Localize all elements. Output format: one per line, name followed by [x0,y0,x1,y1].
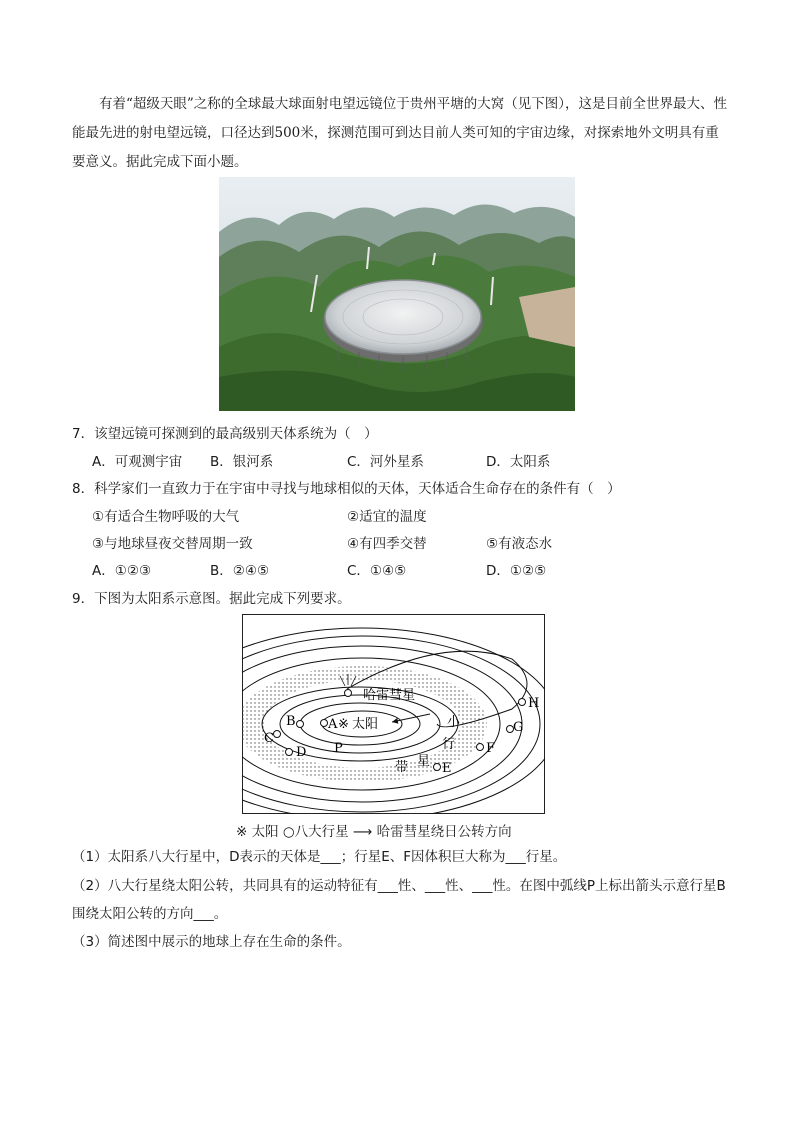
legend-sun: ※ 太阳 [236,824,279,840]
label-c: C [264,731,274,746]
q9-sub2: （2）八大行星绕太阳公转，共同具有的运动特征有___性、___性、___性。在图中弧线P上标出箭头示意行星B围绕太阳公转的方向___。 [72,878,726,922]
belt-char-2: 行 [442,737,456,752]
q7-stem: 7．该望远镜可探测到的最高级别天体系统为（ ） [72,426,378,442]
telescope-photo [219,177,575,411]
legend-planet: ○八大行星 [282,824,349,840]
belt-char-1: 小 [447,715,461,730]
intro-paragraph [72,90,732,177]
q7-option-c: C．河外星系 [347,454,424,470]
q8-stem: 8．科学家们一直致力于在宇宙中寻找与地球相似的天体，天体适合生命存在的条件有（ ） [72,481,621,497]
q8-option-b: B．②④⑤ [210,563,270,579]
legend-arrow-icon: ⟶ [352,824,373,840]
solar-system-figure [242,614,545,814]
label-a: A [328,717,338,732]
belt-char-3: 带 [395,760,409,775]
q9-stem: 9．下图为太阳系示意图。据此完成下列要求。 [72,591,351,607]
q8-option-d: D．①②⑤ [486,563,547,579]
label-d: D [296,745,307,760]
label-h: H [528,696,540,711]
q8-condition-2: ②适宜的温度 [347,509,427,525]
q8-condition-5: ⑤有液态水 [486,536,553,552]
q9-sub3: （3）简述图中展示的地球上存在生命的条件。 [72,934,351,950]
q8-condition-3: ③与地球昼夜交替周期一致 [92,536,253,552]
legend-comet: 哈雷彗星绕日公转方向 [376,824,512,840]
sun-icon: ※ [338,717,349,732]
label-sun: 太阳 [352,717,379,732]
label-e: E [442,761,452,776]
label-comet: 哈雷彗星 [363,688,416,703]
q7-option-b: B．银河系 [210,454,274,470]
belt-char-4: 星 [417,754,431,769]
q9-sub1: （1）太阳系八大行星中，D表示的天体是___；行星E、F因体积巨大称为___行星。 [72,849,567,865]
label-b: B [286,714,296,729]
label-g: G [513,720,524,735]
q8-condition-4: ④有四季交替 [347,536,427,552]
fast-telescope-illustration [219,177,575,411]
q8-option-a: A．①②③ [92,563,152,579]
q8-option-c: C．①④⑤ [347,563,407,579]
solar-system-diagram [242,614,545,814]
diagram-legend [236,820,512,840]
q7-option-d: D．太阳系 [486,454,551,470]
label-p: P [334,741,343,756]
q8-condition-1: ①有适合生物呼吸的大气 [92,509,240,525]
q7-option-a: A．可观测宇宙 [92,454,183,470]
intro-text: 有着“超级天眼”之称的全球最大球面射电望远镜位于贵州平塘的大窝（见下图），这是目前全世界最大、性能最先进的射电望远镜，口径达到500米，探测范围可到达目前人类可知的宇宙边缘，对探索地外文明具有重要意义。据此完成下面小题。 [72,96,728,170]
label-f: F [486,741,496,756]
